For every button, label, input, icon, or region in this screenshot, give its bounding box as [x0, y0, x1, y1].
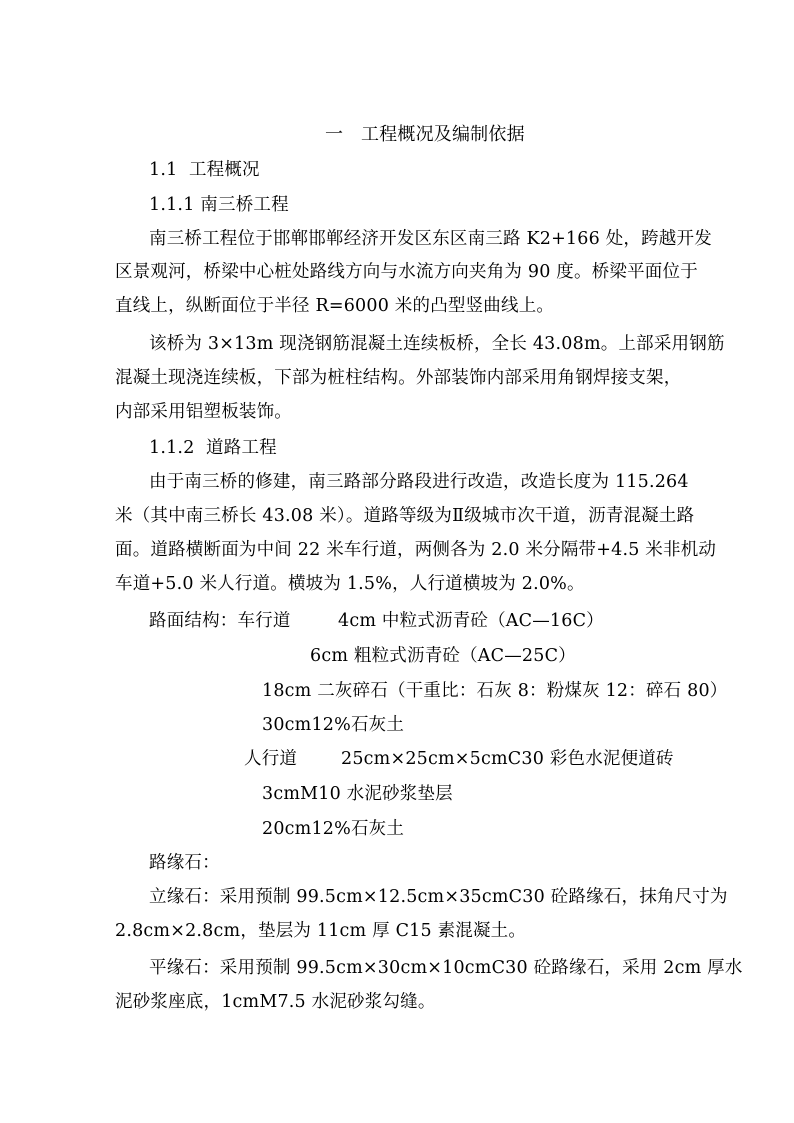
road-paragraph-line: 米（其中南三桥长 43.08 米）。道路等级为Ⅱ级城市次干道，沥青混凝土路: [115, 506, 695, 526]
curb-paragraph-line: 2.8cm×2.8cm，垫层为 11cm 厚 C15 素混凝土。: [115, 921, 527, 941]
bridge-paragraph-line: 南三桥工程位于邯郸邯郸经济开发区东区南三路 K2+166 处，跨越开发: [149, 229, 712, 249]
bridge-paragraph-line: 混凝土现浇连续板，下部为桩柱结构。外部装饰内部采用角钢焊接支架，: [115, 368, 682, 388]
bridge-paragraph-line: 该桥为 3×13m 现浇钢筋混凝土连续板桥，全长 43.08m。上部采用钢筋: [149, 334, 725, 354]
pavement-structure-label: 路面结构：车行道: [149, 611, 291, 631]
pavement-layer: 4cm 中粒式沥青砼（AC—16C）: [338, 611, 604, 631]
pavement-layer: 18cm 二灰碎石（干重比：石灰 8：粉煤灰 12：碎石 80）: [262, 681, 728, 701]
sidewalk-layer: 25cm×25cm×5cmC30 彩色水泥便道砖: [341, 749, 674, 769]
pavement-layer: 30cm12%石灰土: [262, 715, 405, 735]
curb-label: 路缘石：: [149, 853, 220, 873]
sidewalk-layer: 3cmM10 水泥砂浆垫层: [262, 784, 453, 804]
road-paragraph-line: 面。道路横断面为中间 22 米车行道，两侧各为 2.0 米分隔带+4.5 米非机动: [115, 540, 717, 560]
curb-paragraph-line: 平缘石：采用预制 99.5cm×30cm×10cmC30 砼路缘石，采用 2cm 厚水: [149, 958, 743, 978]
bridge-paragraph-line: 区景观河，桥梁中心桩处路线方向与水流方向夹角为 90 度。桥梁平面位于: [115, 262, 698, 282]
section-heading-1-1: 1.1 工程概况: [149, 160, 260, 180]
section-heading-1-1-1: 1.1.1 南三桥工程: [149, 195, 289, 215]
section-heading-1-1-2: 1.1.2 道路工程: [149, 438, 277, 458]
sidewalk-label: 人行道: [244, 749, 298, 769]
pavement-layer: 6cm 粗粒式沥青砼（AC—25C）: [310, 646, 576, 666]
sidewalk-layer: 20cm12%石灰土: [262, 819, 405, 839]
road-paragraph-line: 车道+5.0 米人行道。横坡为 1.5%，人行道横坡为 2.0%。: [115, 574, 585, 594]
bridge-paragraph-line: 直线上，纵断面位于半径 R=6000 米的凸型竖曲线上。: [115, 296, 555, 316]
curb-paragraph-line: 泥砂浆座底，1cmM7.5 水泥砂浆勾缝。: [115, 992, 436, 1012]
curb-paragraph-line: 立缘石：采用预制 99.5cm×12.5cm×35cmC30 砼路缘石，抹角尺寸为: [149, 887, 728, 907]
page-title: 一 工程概况及编制依据: [325, 124, 525, 145]
bridge-paragraph-line: 内部采用铝塑板装饰。: [115, 402, 292, 422]
road-paragraph-line: 由于南三桥的修建，南三路部分路段进行改造，改造长度为 115.264: [149, 472, 689, 492]
